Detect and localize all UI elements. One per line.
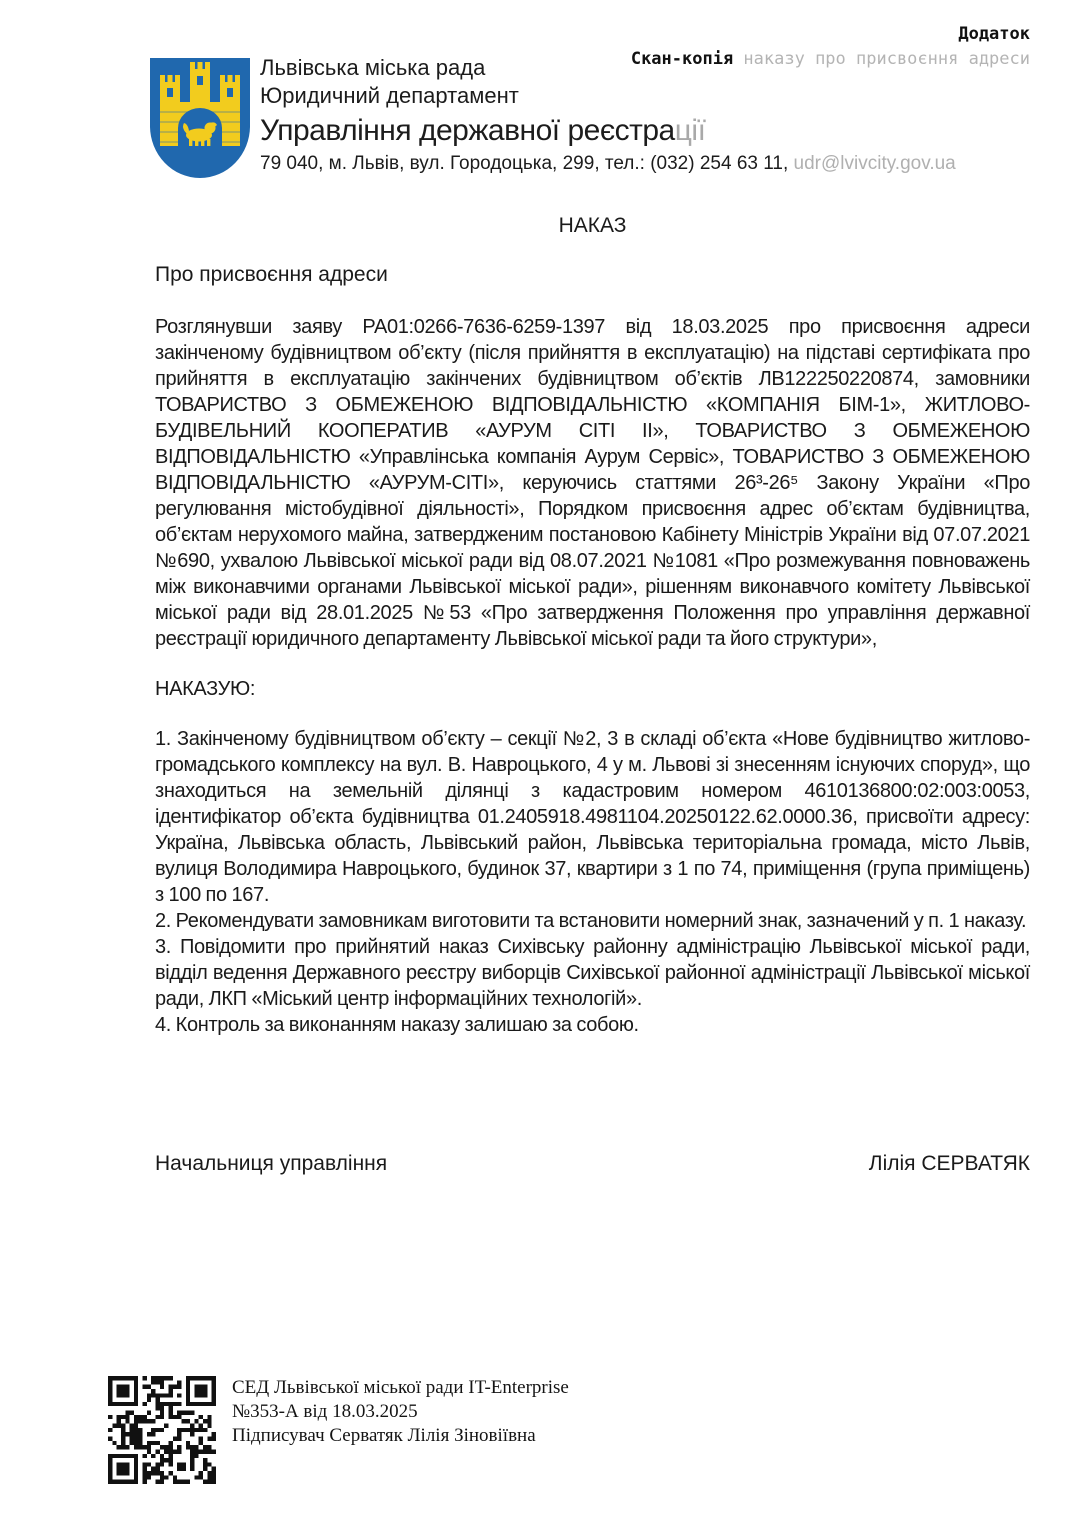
stamp-system: СЕД Львівської міської ради IT-Enterprise [232,1377,569,1398]
order-item-1: 1. Закінченому будівництвом об’єкту – секції №2, 3 в складі об’єкта «Нове будівництво житлово-громадського комплексу на вул. В. Навроцького, 4 у м. Львові зі знесенням існуючих споруд», що знаходиться на земельній ділянці з кадастровим номером 4610136800:02:003:0053, ідентифікатор об’єкта будівництва 01.2405918.4981104.20250122.62.0000.36, присвоїти адресу: Україна, Львівська область, Львівський район, Львівська територіальна громада, місто Львів, вулиця Володимира Навроцького, будинок 37, квартири з 1 по 74, приміщення (група приміщень) з 100 по 167. [155,728,1030,906]
org-name-main: Управління державної реєстра [260,114,675,147]
annex-label: Додаток [958,24,1030,44]
qr-code [108,1376,216,1484]
org-header [260,54,1040,176]
signature-row [155,1152,1030,1176]
order-item-3: 3. Повідомити про прийнятий наказ Сихівську районну адміністрацію Львівської міської ради, відділ ведення Державного реєстру виборців Сихівської районної адміністрації Львівської міської ради, ЛКП «Міський центр інформаційних технологій». [155,936,1030,1010]
org-line-department: Юридичний департамент [260,83,519,108]
signer-name: Лілія СЕРВАТЯК [868,1152,1030,1175]
stamp-number-date: №353-А від 18.03.2025 [232,1401,418,1422]
lviv-coat-of-arms-icon [148,56,252,180]
stamp-signer: Підписувач Серватяк Лілія Зіновіївна [232,1425,536,1446]
order-item-2: 2. Рекомендувати замовникам виготовити та встановити номерний знак, зазначений у п. 1 наказу. [155,910,1027,932]
scan-copy-label: Скан-копія [630,49,744,69]
document-title: НАКАЗ [558,214,627,237]
org-address-main: 79 040, м. Львів, вул. Городоцька, 299, тел.: (032) 254 63 11, [260,153,794,174]
order-item-4: 4. Контроль за виконанням наказу залишаю за собою. [155,1014,639,1036]
scan-copy-target: наказу про присвоєння адреси [743,49,1030,69]
org-line-council: Львівська міська рада [260,55,486,80]
document-body [155,314,1030,1038]
org-email: udr@lvivcity.gov.ua [793,153,956,174]
org-name-faded: ції [674,114,706,147]
order-word: НАКАЗУЮ: [155,678,256,700]
signer-title: Начальниця управління [155,1152,388,1175]
org-address [260,152,1040,176]
preamble-paragraph: Розглянувши заяву РА01:0266-7636-6259-1397 від 18.03.2025 про присвоєння адреси закінченому будівництвом об’єкту (після прийняття в експлуатацію) на підставі сертифіката про прийняття в експлуатацію закінчених будівництвом об’єктів ЛВ122250220874, замовники ТОВАРИСТВО З ОБМЕЖЕНОЮ ВІДПОВІДАЛЬНІСТЮ «КОМПАНІЯ БІМ-1», ЖИТЛОВО-БУДІВЕЛЬНИЙ КООПЕРАТИВ «АУРУМ СІТІ ІІ», ТОВАРИСТВО З ОБМЕЖЕНОЮ ВІДПОВІДАЛЬНІСТЮ «Управлінська компанія Аурум Сервіс», ТОВАРИСТВО З ОБМЕЖЕНОЮ ВІДПОВІДАЛЬНІСТЮ «АУРУМ-СІТІ», керуючись статтями 26³-26⁵ Закону України «Про регулювання містобудівної діяльності», Порядком присвоєння адрес об’єктам будівництва, об’єктам нерухомого майна, затвердженим постановою Кабінету Міністрів України від 07.07.2021 №690, ухвалою Львівської міської ради від 08.07.2021 №1081 «Про розмежування повноважень між виконавчими органами Львівської міської ради», рішенням виконавчого комітету Львівської міської ради від 28.01.2025 №53 «Про затвердження Положення про управління державної реєстрації юридичного департаменту Львівської міської ради та його структури», [155,316,1030,650]
registration-stamp [232,1376,569,1448]
org-name [260,113,1040,149]
document-subject: Про присвоєння адреси [155,263,388,286]
